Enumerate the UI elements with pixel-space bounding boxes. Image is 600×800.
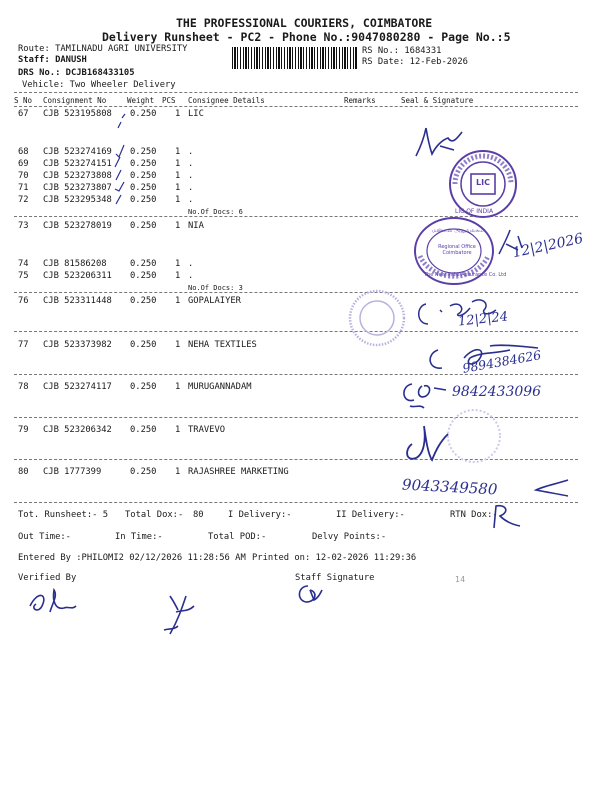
lic-stamp-text: LIC OF INDIA (455, 208, 494, 215)
row-weight: 0.250 (130, 195, 157, 205)
row-sno: 76 (18, 296, 29, 306)
row-consignment: CJB 523206311 (43, 271, 112, 281)
delvy-points: Delvy Points:- (312, 532, 387, 542)
col-pcs: PCS (162, 96, 176, 105)
row-weight: 0.250 (130, 171, 157, 181)
vehicle-label: Vehicle: Two Wheeler Delivery (22, 80, 176, 90)
entered-by: Entered By :PHILOMI2 02/12/2026 11:28:56 AM (18, 553, 246, 563)
row-consignee: . (188, 259, 194, 269)
row-weight: 0.250 (130, 382, 157, 392)
docs-count-note: No.Of Docs: 6 (188, 208, 243, 216)
row-pcs: 1 (175, 296, 181, 306)
row-consignee: . (188, 195, 194, 205)
rs-number: RS No.: 1684331 (362, 46, 442, 56)
row-sno: 80 (18, 467, 29, 477)
row-75 (0, 271, 600, 283)
staff-signature-label: Staff Signature (295, 573, 375, 583)
row-consignment: CJB 523274117 (43, 382, 112, 392)
company-title: THE PROFESSIONAL COURIERS, COIMBATORE (176, 16, 433, 30)
row-consignee: NEHA TEXTILES (188, 340, 257, 350)
row-consignee: NIA (188, 221, 204, 231)
row-pcs: 1 (175, 425, 181, 435)
row-sno: 78 (18, 382, 29, 392)
row-sno: 79 (18, 425, 29, 435)
staff-label: Staff: DANUSH (18, 55, 87, 65)
row-consignment: CJB 523274169 (43, 147, 112, 157)
nia-center-text: Regional Office Coimbatore (438, 244, 476, 256)
row-weight: 0.250 (130, 259, 157, 269)
col-weight: Weight (127, 96, 155, 105)
rtn-dox: RTN Dox:- (450, 510, 498, 520)
runsheet-title: Delivery Runsheet - PC2 - Phone No.:9047080280 - Page No.:5 (102, 30, 511, 44)
row-sno: 75 (18, 271, 29, 281)
row-consignment: CJB 523311448 (43, 296, 112, 306)
col-consignee: Consignee Details (188, 96, 265, 105)
total-pod: Total POD:- (208, 532, 267, 542)
handwritten-date-1: 12|2|2026 (511, 230, 585, 262)
row-sno: 70 (18, 171, 29, 181)
row-weight: 0.250 (130, 159, 157, 169)
row-67 (0, 109, 600, 121)
row-weight: 0.250 (130, 109, 157, 119)
row-pcs: 1 (175, 147, 181, 157)
i-delivery: I Delivery:- (228, 510, 292, 520)
printed-on: Printed on: 12-02-2026 11:29:36 (252, 553, 417, 563)
col-consignment: Consignment No (43, 96, 107, 105)
row-consignee: . (188, 159, 194, 169)
rs-date: RS Date: 12-Feb-2026 (362, 57, 468, 67)
drs-number: DRS No.: DCJB168433105 (18, 68, 135, 78)
row-sno: 74 (18, 259, 29, 269)
row-sno: 77 (18, 340, 29, 350)
row-pcs: 1 (175, 259, 181, 269)
row-weight: 0.250 (130, 271, 157, 281)
row-pcs: 1 (175, 195, 181, 205)
tick-marks (112, 105, 142, 215)
row-consignment: CJB 523373982 (43, 340, 112, 350)
row-pcs: 1 (175, 382, 181, 392)
col-sno: S No (14, 96, 33, 105)
row-weight: 0.250 (130, 221, 157, 231)
row-consignee: GOPALAIYER (188, 296, 241, 306)
row-consignee: MURUGANNADAM (188, 382, 252, 392)
lic-logo-text: LIC (476, 178, 490, 187)
row-pcs: 1 (175, 221, 181, 231)
page-mark: 14 (455, 575, 466, 584)
row-consignee: LIC (188, 109, 204, 119)
row-pcs: 1 (175, 340, 181, 350)
route-label: Route: TAMILNADU AGRI UNIVERSITY (18, 44, 188, 54)
staff-signature (290, 580, 326, 608)
col-seal: Seal & Signature (401, 96, 474, 105)
row-pcs: 1 (175, 171, 181, 181)
row-pcs: 1 (175, 467, 181, 477)
row-consignee: . (188, 183, 194, 193)
row-consignment: CJB 523195808 (43, 109, 112, 119)
row-weight: 0.250 (130, 296, 157, 306)
row-consignment: CJB 523206342 (43, 425, 112, 435)
handwritten-phone-2: 9842433096 (452, 384, 542, 400)
tot-runsheet: Tot. Runsheet:- 5 (18, 510, 109, 520)
row-consignee: . (188, 271, 194, 281)
row-sno: 73 (18, 221, 29, 231)
rtn-mark (486, 502, 526, 530)
row-pcs: 1 (175, 271, 181, 281)
barcode (232, 47, 358, 69)
arrow-mark (532, 476, 572, 500)
signature-travevo (402, 420, 452, 466)
row-pcs: 1 (175, 159, 181, 169)
faint-stamp (346, 288, 408, 348)
ii-delivery: II Delivery:- (336, 510, 405, 520)
row-consignment: CJB 523273807 (43, 183, 112, 193)
row-consignment: CJB 523278019 (43, 221, 112, 231)
total-dox-value: 80 (193, 510, 204, 520)
row-sno: 69 (18, 159, 29, 169)
divider (14, 106, 578, 107)
handwritten-phone-1: 9894384626 (461, 347, 543, 376)
row-sno: 68 (18, 147, 29, 157)
col-remarks: Remarks (344, 96, 376, 105)
row-80 (0, 467, 600, 479)
row-consignee: . (188, 147, 194, 157)
row-consignment: CJB 523295348 (43, 195, 112, 205)
row-weight: 0.250 (130, 340, 157, 350)
travevo-stamp (444, 404, 504, 464)
divider (14, 92, 578, 93)
handwritten-date-2: 12|2|24 (457, 309, 509, 330)
row-sno: 72 (18, 195, 29, 205)
total-dox-label: Total Dox:- (125, 510, 184, 520)
row-74 (0, 259, 600, 271)
nia-ring-text: The New India Assurance Co. Ltd (424, 272, 507, 278)
in-time: In Time:- (115, 532, 163, 542)
verified-by: Verified By (18, 573, 77, 583)
row-consignee: RAJASHREE MARKETING (188, 467, 289, 477)
row-sno: 67 (18, 109, 29, 119)
row-weight: 0.250 (130, 183, 157, 193)
row-pcs: 1 (175, 183, 181, 193)
row-weight: 0.250 (130, 467, 157, 477)
row-79 (0, 425, 600, 437)
row-consignment: CJB 523274151 (43, 159, 112, 169)
row-consignment: CJB 1777399 (43, 467, 102, 477)
row-consignee: TRAVEVO (188, 425, 226, 435)
row-consignment: CJB 523273808 (43, 171, 112, 181)
out-time: Out Time:- (18, 532, 71, 542)
row-consignment: CJB 81586208 (43, 259, 107, 269)
nia-tamil-text: மண்டல அலுவலகம் (432, 228, 484, 234)
row-sno: 71 (18, 183, 29, 193)
row-weight: 0.250 (130, 147, 157, 157)
row-weight: 0.250 (130, 425, 157, 435)
docs-count-note: No.Of Docs: 3 (188, 284, 243, 292)
row-pcs: 1 (175, 109, 181, 119)
second-signature (156, 590, 200, 640)
row-consignee: . (188, 171, 194, 181)
handwritten-phone-3: 9043349580 (401, 475, 498, 499)
verified-by-signature (24, 586, 84, 622)
